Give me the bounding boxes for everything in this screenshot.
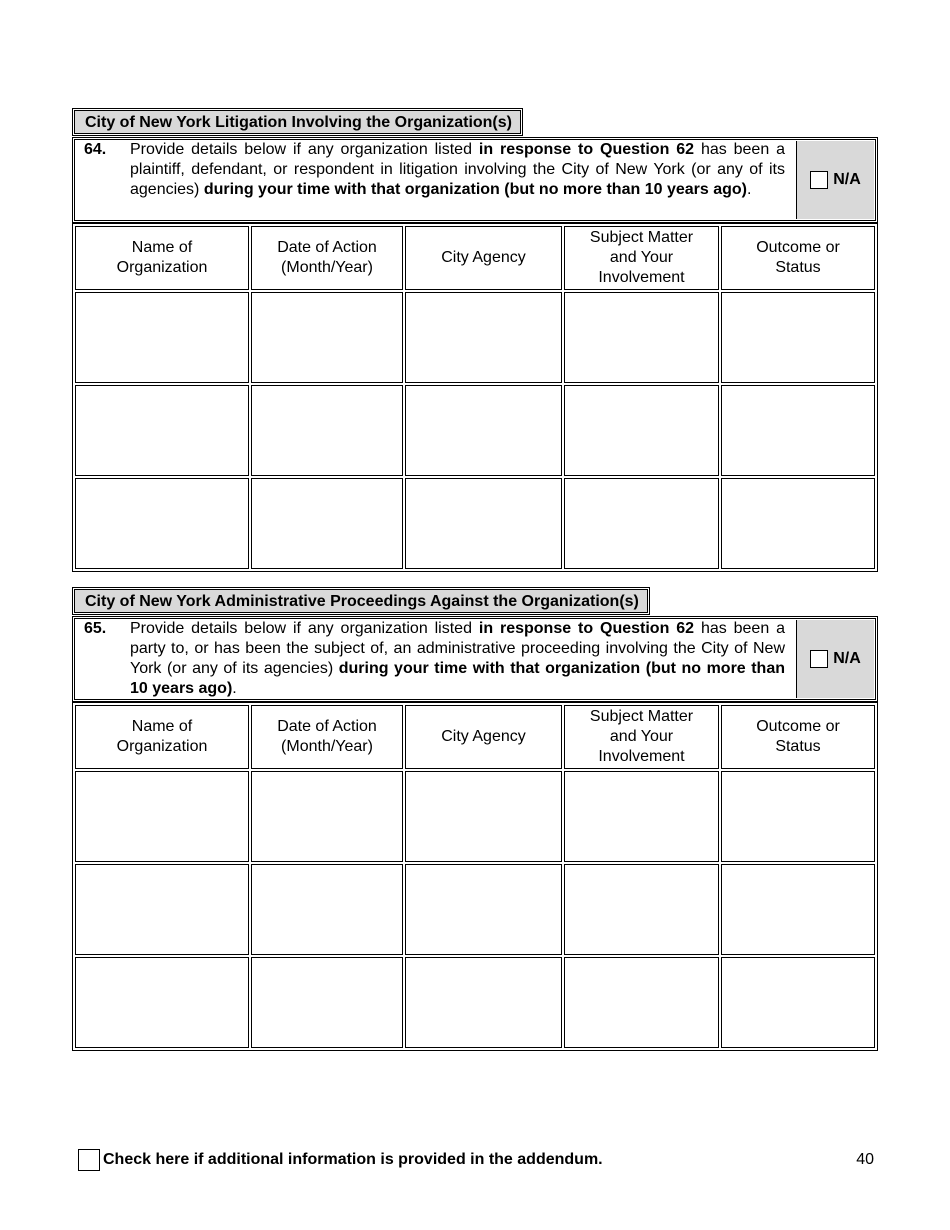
- column-city-agency-header: City Agency: [405, 705, 562, 769]
- name-of-organization-cell[interactable]: [75, 292, 249, 383]
- header-row: [75, 226, 875, 290]
- section-title: City of New York Litigation Involving the Organization(s): [74, 110, 521, 134]
- litigation-table: [72, 223, 878, 572]
- city-agency-cell[interactable]: [405, 385, 562, 476]
- subject-matter-cell[interactable]: [564, 292, 719, 383]
- date-of-action-cell[interactable]: [251, 771, 403, 862]
- subject-matter-cell[interactable]: [564, 385, 719, 476]
- footer: [78, 1149, 878, 1171]
- na-checkbox[interactable]: [810, 171, 828, 189]
- question-run: has been a plaintiff, defendant, or respondent in litigation involving the City of New York (or any of its agencies): [130, 141, 786, 198]
- na-label: N/A: [833, 171, 861, 188]
- table-row: [75, 478, 875, 569]
- city-agency-cell[interactable]: [405, 478, 562, 569]
- city-agency-cell[interactable]: [405, 292, 562, 383]
- question-box: [72, 137, 878, 223]
- question-emphasis: during your time with that organization (but no more than 10 years ago): [203, 181, 747, 198]
- table-row: [75, 292, 875, 383]
- date-of-action-cell[interactable]: [251, 957, 403, 1048]
- subject-matter-cell[interactable]: [564, 478, 719, 569]
- addendum-label: Check here if additional information is provided in the addendum.: [103, 1151, 603, 1168]
- administrative-proceedings-section: [72, 589, 878, 1051]
- date-of-action-cell[interactable]: [251, 864, 403, 955]
- column-date-of-action-header: Date of Action (Month/Year): [251, 226, 403, 290]
- question-emphasis: in response to Question 62: [478, 620, 695, 637]
- column-name-of-organization-header: Name of Organization: [75, 226, 249, 290]
- question-text: [130, 140, 785, 200]
- addendum-checkbox[interactable]: [78, 1149, 100, 1171]
- column-name-of-organization-header: Name of Organization: [75, 705, 249, 769]
- name-of-organization-cell[interactable]: [75, 864, 249, 955]
- na-checkbox[interactable]: [810, 650, 828, 668]
- section-title: City of New York Administrative Proceedings Against the Organization(s): [74, 589, 648, 613]
- question-run: Provide details below if any organization listed: [130, 141, 479, 158]
- page-number: 40: [856, 1151, 874, 1168]
- table-row: [75, 771, 875, 862]
- column-date-of-action-header: Date of Action (Month/Year): [251, 705, 403, 769]
- city-agency-cell[interactable]: [405, 771, 562, 862]
- column-subject-matter-header: Subject Matter and Your Involvement: [564, 226, 719, 290]
- question-emphasis: in response to Question 62: [478, 141, 695, 158]
- table-row: [75, 864, 875, 955]
- question-run: has been a party to, or has been the subject of, an administrative proceeding involving the City of New York (or any of its agencies): [130, 620, 786, 677]
- question-number: 64.: [84, 141, 107, 158]
- table-row: [75, 957, 875, 1048]
- outcome-or-status-cell[interactable]: [721, 385, 875, 476]
- header-row: [75, 705, 875, 769]
- name-of-organization-cell[interactable]: [75, 957, 249, 1048]
- litigation-section: [72, 110, 878, 572]
- name-of-organization-cell[interactable]: [75, 771, 249, 862]
- na-option[interactable]: [796, 620, 874, 698]
- na-option[interactable]: [796, 141, 874, 219]
- question-box: [72, 616, 878, 702]
- date-of-action-cell[interactable]: [251, 385, 403, 476]
- table-row: [75, 385, 875, 476]
- na-label: N/A: [833, 650, 861, 667]
- subject-matter-cell[interactable]: [564, 771, 719, 862]
- subject-matter-cell[interactable]: [564, 957, 719, 1048]
- column-outcome-or-status-header: Outcome or Status: [721, 226, 875, 290]
- subject-matter-cell[interactable]: [564, 864, 719, 955]
- question-run: Provide details below if any organization listed: [130, 620, 479, 637]
- question-run: .: [746, 181, 752, 198]
- administrative-proceedings-table: [72, 702, 878, 1051]
- outcome-or-status-cell[interactable]: [721, 771, 875, 862]
- column-city-agency-header: City Agency: [405, 226, 562, 290]
- city-agency-cell[interactable]: [405, 864, 562, 955]
- question-emphasis: during your time with that organization (but no more than 10 years ago): [130, 660, 785, 697]
- question-number: 65.: [84, 620, 107, 637]
- column-outcome-or-status-header: Outcome or Status: [721, 705, 875, 769]
- question-run: .: [232, 680, 237, 697]
- outcome-or-status-cell[interactable]: [721, 957, 875, 1048]
- column-subject-matter-header: Subject Matter and Your Involvement: [564, 705, 719, 769]
- outcome-or-status-cell[interactable]: [721, 864, 875, 955]
- outcome-or-status-cell[interactable]: [721, 292, 875, 383]
- date-of-action-cell[interactable]: [251, 292, 403, 383]
- name-of-organization-cell[interactable]: [75, 478, 249, 569]
- outcome-or-status-cell[interactable]: [721, 478, 875, 569]
- date-of-action-cell[interactable]: [251, 478, 403, 569]
- city-agency-cell[interactable]: [405, 957, 562, 1048]
- question-text: [130, 619, 785, 699]
- name-of-organization-cell[interactable]: [75, 385, 249, 476]
